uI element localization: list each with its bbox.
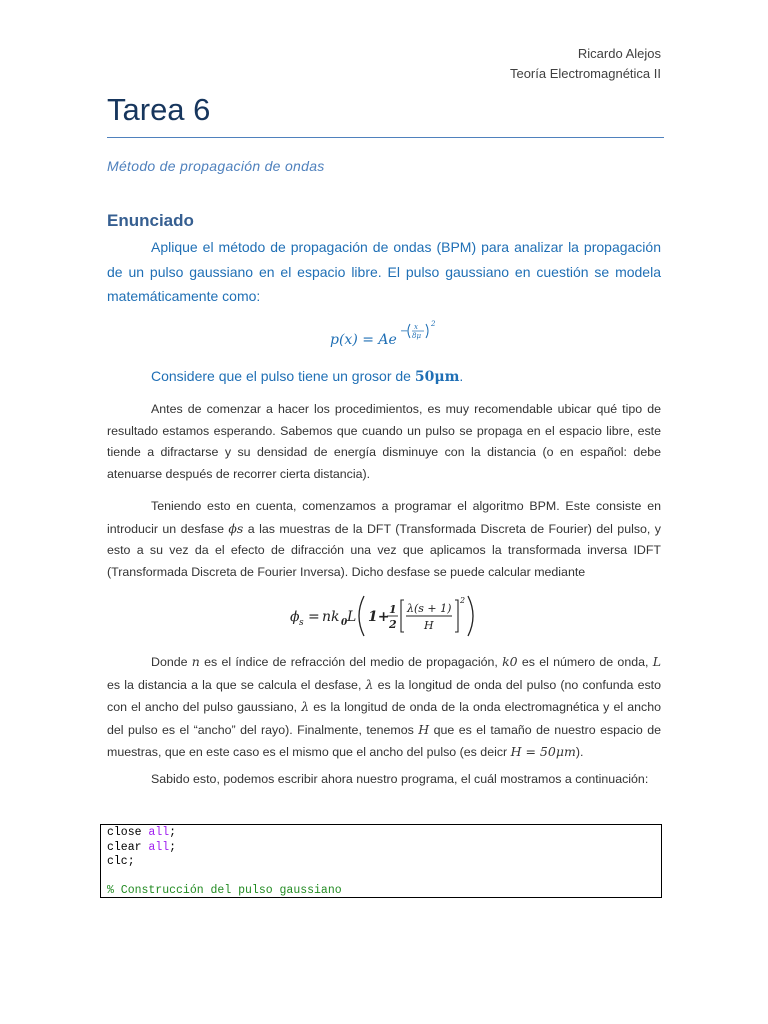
paragraph-bpm [107,496,661,583]
course-name: Teoría Electromagnética II [509,66,661,81]
consider-suffix: . [459,368,464,384]
symbol-H: H [418,721,430,737]
symbol-H-value: H = 50μm [510,744,576,759]
code-keyword-all-2: all [148,840,170,854]
paragraph-bpm-text-2: a las muestras de la DFT (Transformada Discreta de Fourier) del pulso, y esto a su vez da el efecto de difracción una vez que aplicamos la transformada inversa IDFT (Transformada Discreta de Fourier Inversa). Dicho desfase se puede calcular mediante [107,521,661,579]
title-divider [107,137,664,138]
code-line-3: clc; [107,855,135,868]
consider-text: Considere que el pulso tiene un grosor de [151,368,415,384]
definitions-text-5: es la longitud de onda del pulso (no confunda esto con el ancho del pulso gaussiano, [107,677,661,714]
svg-text:L: L [347,609,357,625]
code-line-1 [107,826,655,841]
svg-text:1+: 1+ [368,609,390,625]
svg-text:=: = [308,609,320,625]
svg-text:8μ: 8μ [412,332,422,340]
gaussian-equation-render [330,316,440,352]
svg-text:2: 2 [460,596,466,605]
definitions-text-6: es la longitud de onda de la onda electromagnética y el ancho del pulso es el “ancho” del rayo). Finalmente, tenemos [107,700,661,737]
section-heading: Enunciado [107,211,194,230]
paragraph-expectation [107,399,661,485]
code-line-2 [107,841,655,856]
svg-text:p(x) = Ae: p(x) = Ae [330,332,397,348]
document-subtitle: Método de propagación de ondas [107,158,325,174]
symbol-lambda-2: λ [301,699,310,714]
gaussian-equation [330,316,440,356]
code-comment: % Construcción del pulso gaussiano [107,884,342,897]
symbol-lambda: λ [365,676,374,692]
svg-text:nk: nk [322,609,340,625]
author-name: Ricardo Alejos [577,46,661,61]
paragraph-expectation-text: Antes de comenzar a hacer los procedimientos, es muy recomendable ubicar qué tipo de resultado estamos esperando. Sabemos que cuando un pulso se propaga en el espacio libre, este tiende a difractarse y su densidad de energía disminuye con la distancia (o en español: debe atenuarse después de recorrer cierta distancia). [107,402,661,481]
code-clear: clear [107,840,149,854]
svg-text:2: 2 [431,320,436,328]
paragraph-definitions [107,651,661,764]
definitions-text-1: Donde [151,655,192,669]
symbol-L: L [652,654,661,669]
svg-text:0: 0 [341,618,348,628]
code-keyword-all: all [148,826,170,839]
page-header [510,44,661,84]
definitions-text-3: es el número de onda, [517,655,653,669]
svg-text:H: H [424,619,434,632]
phase-equation [290,590,490,646]
consider-paragraph [107,364,661,390]
symbol-k0: k0 [502,654,518,669]
svg-text:−: − [400,326,409,337]
code-line-4 [107,870,655,885]
svg-text:x: x [414,323,418,331]
document-title: Tarea 6 [107,92,211,127]
symbol-n: n [191,654,200,669]
svg-text:1: 1 [389,603,397,616]
code-block [100,824,662,898]
code-semicolon: ; [169,826,177,839]
code-close: close [107,826,149,839]
phase-equation-render [290,590,490,642]
statement-paragraph [107,235,661,309]
definitions-text-4: es la distancia a la que se calcula el desfase, [107,677,366,692]
program-intro-text: Sabido esto, podemos escribir ahora nuestro programa, el cuál mostramos a continuación: [151,772,649,786]
svg-text:λ(s + 1): λ(s + 1) [407,602,452,615]
definitions-text-2: es el índice de refracción del medio de propagación, [199,655,503,669]
pulse-width-value: 50μm [414,369,460,385]
definitions-text-8: ). [575,745,584,759]
definitions-text-7: que es el tamaño de nuestro espacio de muestras, que en este caso es el mismo que el ancho del pulso (es deicr [107,722,661,759]
code-semicolon-2: ; [169,840,177,854]
paragraph-program-intro [107,769,661,791]
statement-text: Aplique el método de propagación de ondas (BPM) para analizar la propagación de un pulso gaussiano en el espacio libre. El pulso gaussiano en cuestión se modela matemáticamente como: [107,239,661,304]
svg-text:ϕ: ϕ [290,609,300,625]
phase-symbol: ϕs [228,520,244,536]
svg-text:s: s [299,618,304,628]
svg-text:2: 2 [389,618,397,631]
paragraph-bpm-text-1: Teniendo esto en cuenta, comenzamos a programar el algoritmo BPM. Este consiste en introducir un desfase [107,499,661,536]
